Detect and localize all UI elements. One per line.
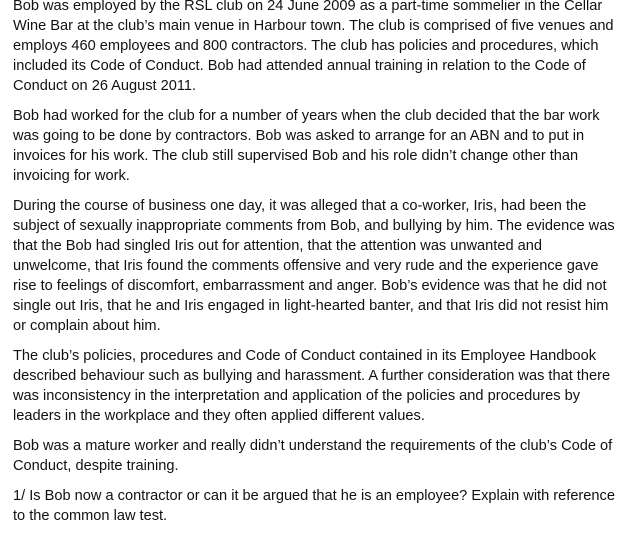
paragraph-mature-worker: Bob was a mature worker and really didn’t understand the requirements of the club’s Code of Conduct, despite training. xyxy=(13,438,613,474)
paragraph-employment-background: Bob was employed by the RSL club on 24 June 2009 as a part-time sommelier in the Cellar Wine Bar at the club’s main venue in Harbour town. The club is comprised of five venues and employs 460 employees and 800 contractors. The club has policies and procedures, which included its Code of Conduct. Bob had attended annual training in relation to the Code of Conduct on 26 August 2011. xyxy=(13,0,614,94)
paragraph-allegation: During the course of business one day, it was alleged that a co-worker, Iris, had been the subject of sexually inappropriate comments from Bob, and bullying by him. The evidence was that the Bob had singled Iris out for attention, that the attention was unwanted and unwelcome, that Iris found the comments offensive and very rude and the experience gave rise to feelings of discomfort, embarrassment and anger. Bob’s evidence was that he did not single out Iris, that he and Iris engaged in light-hearted banter, and that Iris did not resist him or complain about him. xyxy=(13,198,615,334)
paragraph-contractor-change: Bob had worked for the club for a number of years when the club decided that the bar work was going to be done by contractors. Bob was asked to arrange for an ABN and to put in invoices for his work. The club still supervised Bob and his role didn’t change other than invoicing for work. xyxy=(13,108,600,184)
paragraph-policies: The club’s policies, procedures and Code of Conduct contained in its Employee Handbook described behaviour such as bullying and harassment. A further consideration was that there was inconsistency in the interpretation and application of the policies and procedures by leaders in the workplace and they often applied different values. xyxy=(13,348,611,424)
paragraph-question-1: 1/ Is Bob now a contractor or can it be argued that he is an employee? Explain with reference to the common law test. xyxy=(13,488,615,524)
